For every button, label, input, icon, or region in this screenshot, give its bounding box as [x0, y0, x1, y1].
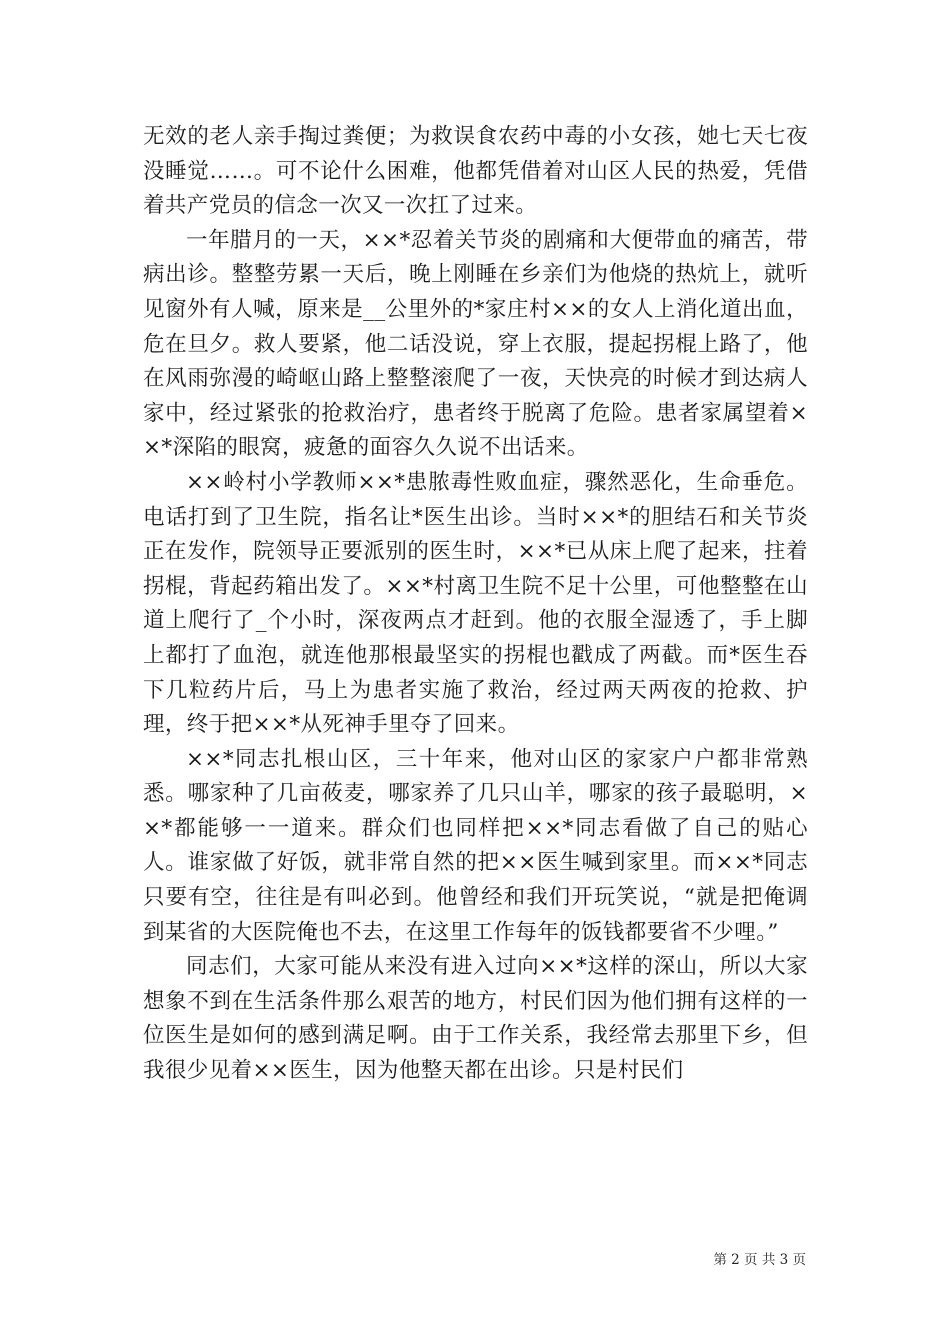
paragraph-5: 同志们，大家可能从来没有进入过向××*这样的深山，所以大家想象不到在生活条件那么艰苦的地方，村民们因为他们拥有这样的一位医生是如何的感到满足啊。由于工作关系，我经常去那里下乡，但我很少见着××医生，因为他整天都在出诊。只是村民们: [143, 954, 808, 1084]
page-footer: [713, 1248, 806, 1268]
paragraph-4: ××*同志扎根山区，三十年来，他对山区的家家户户都非常熟悉。哪家种了几亩莜麦，哪家养了几只山羊，哪家的孩子最聪明，××*都能够一一道来。群众们也同样把××*同志看做了自己的贴心人。谁家做了好饭，就非常自然的把××医生喊到家里。而××*同志只要有空，往往是有叫必到。他曾经和我们开玩笑说，“就是把俺调到某省的大医院俺也不去，在这里工作每年的饭钱都要省不少哩。”: [143, 746, 808, 945]
paragraph-3: ××岭村小学教师××*患脓毒性败血症，骤然恶化，生命垂危。电话打到了卫生院，指名让*医生出诊。当时××*的胆结石和关节炎正在发作，院领导正要派别的医生时，××*已从床上爬了起来，拄着拐棍，背起药箱出发了。××*村离卫生院不足十公里，可他整整在山道上爬行了_个小时，深夜两点才赶到。他的衣服全湿透了，手上脚上都打了血泡，就连他那根最坚实的拐棍也戳成了两截。而*医生吞下几粒药片后，马上为患者实施了救治，经过两天两夜的抢救、护理，终于把××*从死神手里夺了回来。: [143, 469, 808, 738]
document-body: [143, 120, 808, 1089]
page-number: 第 2 页 共 3 页: [713, 1252, 806, 1268]
paragraph-2: 一年腊月的一天，××*忍着关节炎的剧痛和大便带血的痛苦，带病出诊。整整劳累一天后，晚上刚睡在乡亲们为他烧的热炕上，就听见窗外有人喊，原来是__公里外的*家庄村××的女人上消化道出血，危在旦夕。救人要紧，他二话没说，穿上衣服，提起拐棍上路了，他在风雨弥漫的崎岖山路上整整滚爬了一夜，天快亮的时候才到达病人家中，经过紧张的抢救治疗，患者终于脱离了危险。患者家属望着××*深陷的眼窝，疲惫的面容久久说不出话来。: [143, 227, 808, 461]
paragraph-1: 无效的老人亲手掏过粪便；为救误食农药中毒的小女孩，她七天七夜没睡觉……。可不论什么困难，他都凭借着对山区人民的热爱，凭借着共产党员的信念一次又一次扛了过来。: [143, 124, 808, 219]
